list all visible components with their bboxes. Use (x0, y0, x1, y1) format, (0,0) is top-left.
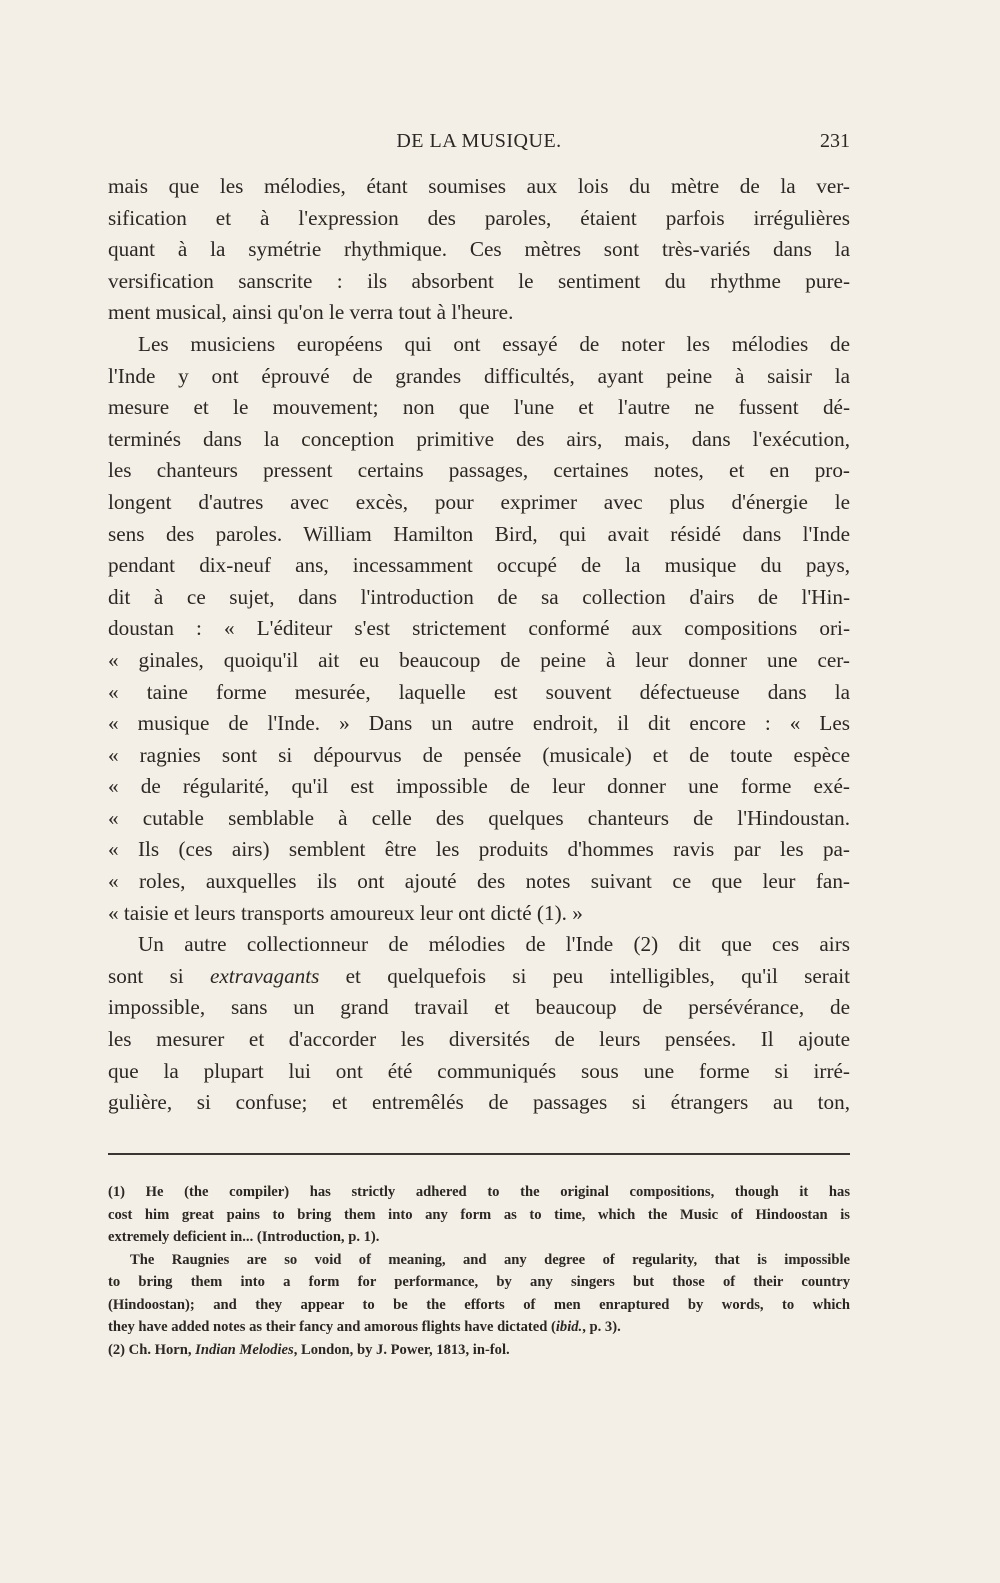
text-line: que la plupart lui ont été communiqués sous une forme si irré- (108, 1058, 850, 1083)
text-line: les mesurer et d'accorder les diversités de leurs pensées. Il ajoute (108, 1027, 850, 1052)
text-line: les chanteurs pressent certains passages, certaines notes, et en pro- (108, 458, 850, 483)
footnote-line: extremely deficient in... (Introduction, p. 1). (108, 1229, 380, 1245)
text-line: « ragnies sont si dépourvus de pensée (musicale) et de toute espèce (108, 742, 850, 767)
text-line: Les musiciens européens qui ont essayé de noter les mélodies de (138, 331, 850, 356)
text-line: sification et à l'expression des paroles, étaient parfois irrégulières (108, 205, 850, 230)
text-line: mais que les mélodies, étant soumises aux lois du mètre de la ver- (108, 174, 850, 198)
italic-title: Indian Melodies (195, 1341, 294, 1358)
text-run: , London, by J. Power, 1813, in-fol. (293, 1341, 510, 1358)
text-line: sens des paroles. William Hamilton Bird, qui avait résidé dans l'Inde (108, 521, 850, 546)
footnote-line: The Raugnies are so void of meaning, and any degree of regularity, that is impossible (130, 1251, 850, 1268)
text-line: « musique de l'Inde. » Dans un autre endroit, il dit encore : « Les (108, 711, 850, 736)
text-line: dit à ce sujet, dans l'introduction de sa collection d'airs de l'Hin- (108, 584, 850, 609)
body-text (108, 171, 850, 1119)
text-line: « taine forme mesurée, laquelle est souvent défectueuse dans la (108, 679, 850, 704)
text-run: sont si (108, 963, 210, 988)
text-line: longent d'autres avec excès, pour exprimer avec plus d'énergie le (108, 489, 850, 514)
text-run: et quelquefois si peu intelligibles, qu'il serait (319, 963, 850, 988)
text-line (108, 961, 850, 993)
text-line: impossible, sans un grand travail et beaucoup de persévérance, de (108, 995, 850, 1020)
footnote-divider (108, 1153, 850, 1155)
footnotes (108, 1181, 850, 1361)
text-line: l'Inde y ont éprouvé de grandes difficultés, ayant peine à saisir la (108, 363, 850, 388)
footnote-line (108, 1316, 850, 1339)
text-line: gulière, si confuse; et entremêlés de passages si étrangers au ton, (108, 1090, 850, 1115)
footnote-line: (1) He (the compiler) has strictly adhered to the original compositions, though it has (108, 1184, 850, 1200)
text-line: terminés dans la conception primitive des airs, mais, dans l'exécution, (108, 426, 850, 451)
italic-word: extravagants (209, 963, 320, 988)
text-line: mesure et le mouvement; non que l'une et l'autre ne fussent dé- (108, 395, 850, 420)
text-line: « cutable semblable à celle des quelques chanteurs de l'Hindoustan. (108, 805, 850, 830)
footnote-1 (108, 1181, 850, 1339)
paragraph (108, 929, 850, 1119)
text-line: ment musical, ainsi qu'on le verra tout à l'heure. (108, 300, 514, 325)
paragraph (108, 329, 850, 929)
text-line: doustan : « L'éditeur s'est strictement conformé aux compositions ori- (108, 616, 850, 641)
text-line: « de régularité, qu'il est impossible de leur donner une forme exé- (108, 774, 850, 799)
footnote-line: cost him great pains to bring them into any form as to time, which the Music of Hindoostan is (108, 1206, 850, 1223)
text-line: versification sanscrite : ils absorbent le sentiment du rhythme pure- (108, 268, 850, 293)
text-line: « Ils (ces airs) semblent être les produits d'hommes ravis par les pa- (108, 837, 850, 862)
text-line: « ginales, quoiqu'il ait eu beaucoup de peine à leur donner une cer- (108, 647, 850, 672)
footnote-line: (Hindoostan); and they appear to be the efforts of men enraptured by words, to which (108, 1296, 850, 1313)
text-run: they have added notes as their fancy and amorous flights have dictated ( (108, 1319, 556, 1335)
text-run: (2) Ch. Horn, (108, 1341, 196, 1358)
text-line: « taisie et leurs transports amoureux leur ont dicté (1). » (108, 900, 583, 925)
footnote-2 (108, 1339, 850, 1362)
text-line: « roles, auxquelles ils ont ajouté des notes suivant ce que leur fan- (108, 869, 850, 894)
running-head (108, 130, 850, 160)
text-run: , p. 3). (582, 1319, 621, 1335)
text-line: quant à la symétrie rhythmique. Ces mètres sont très-variés dans la (108, 237, 850, 262)
text-line: Un autre collectionneur de mélodies de l'Inde (2) dit que ces airs (138, 932, 850, 957)
text-line: pendant dix-neuf ans, incessamment occupé de la musique du pays, (108, 553, 850, 578)
footnote-line: to bring them into a form for performance, by any singers but those of their country (108, 1274, 850, 1290)
running-title: DE LA MUSIQUE. (396, 130, 562, 152)
italic-word: ibid. (555, 1319, 583, 1335)
footnote-line (108, 1339, 850, 1362)
paragraph (108, 171, 850, 329)
page-number: 231 (820, 130, 850, 152)
